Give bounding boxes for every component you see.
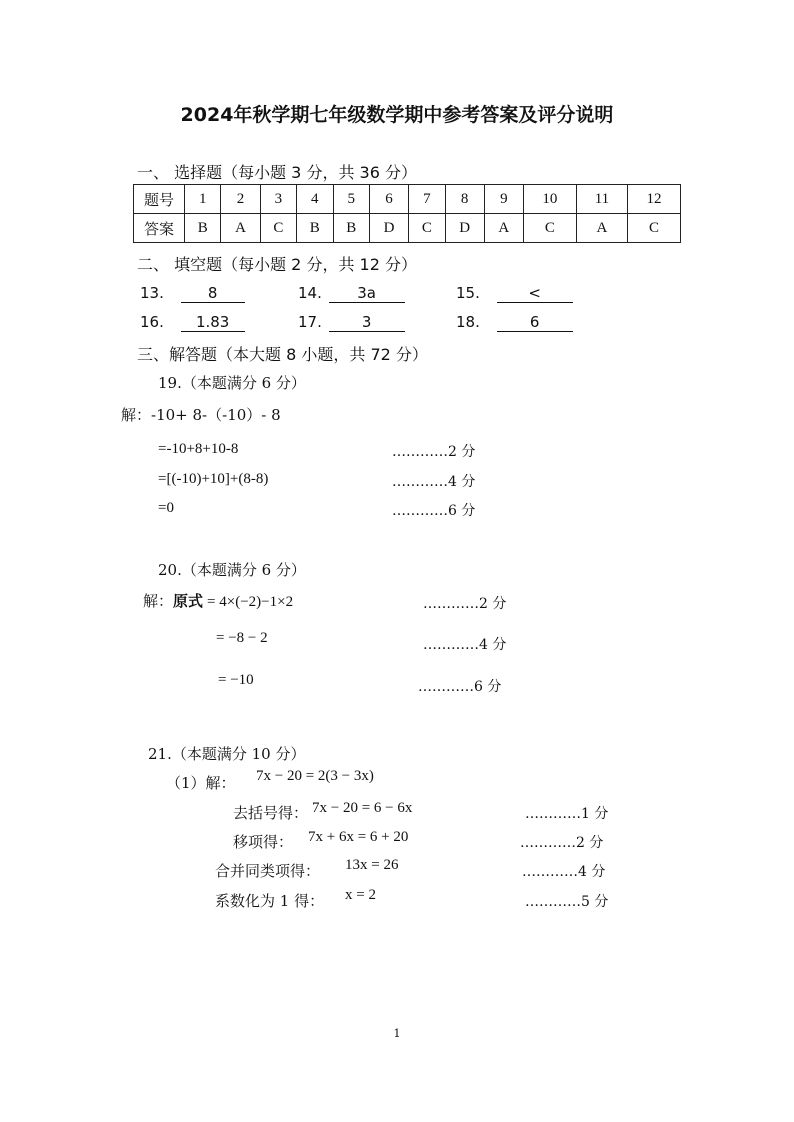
step-label: 系数化为 1 得：: [215, 892, 325, 910]
fill-item-15: [456, 284, 573, 303]
step-score: …………6 分: [418, 679, 502, 695]
step-label: 合并同类项得：: [215, 862, 321, 880]
step-score: …………2 分: [423, 596, 507, 612]
choice-answer-table: [133, 184, 681, 243]
fill-answer: 8: [181, 284, 245, 303]
fill-item-14: [298, 284, 405, 303]
question-20-header: 20.（本题满分 6 分）: [158, 561, 306, 579]
step-text: =-10+8+10-8: [158, 441, 239, 457]
step-score: …………5 分: [525, 894, 609, 910]
step-text: = −8 − 2: [216, 630, 268, 646]
step-score: …………2 分: [520, 835, 604, 851]
table-cell: 2: [221, 185, 260, 214]
section-heading-solve: 三、解答题（本大题 8 小题，共 72 分）: [137, 345, 428, 364]
step-score: …………4 分: [392, 474, 476, 490]
fill-item-17: [298, 313, 405, 332]
table-cell: 10: [523, 185, 576, 214]
step-label: 移项得：: [233, 833, 294, 851]
section-heading-choice: 一、 选择题（每小题 3 分，共 36 分）: [137, 163, 417, 182]
table-row-numbers: [134, 185, 681, 214]
step-score: …………6 分: [392, 503, 476, 519]
expression: -10+ 8-（-10）- 8: [151, 406, 281, 424]
table-cell: A: [484, 214, 523, 243]
table-cell: D: [445, 214, 484, 243]
table-cell: 8: [445, 185, 484, 214]
fill-item-13: [140, 284, 245, 303]
table-cell: 1: [185, 185, 221, 214]
step-score: …………1 分: [525, 806, 609, 822]
expression: = 4×(−2)−1×2: [207, 594, 294, 610]
table-cell: A: [221, 214, 260, 243]
step-score: …………4 分: [522, 864, 606, 880]
table-cell: 9: [484, 185, 523, 214]
table-cell: 7: [409, 185, 445, 214]
table-cell: B: [297, 214, 333, 243]
table-cell: 6: [369, 185, 408, 214]
step-math: x = 2: [345, 887, 376, 903]
equation: 7x − 20 = 2(3 − 3x): [256, 768, 374, 784]
page-title: 2024年秋学期七年级数学期中参考答案及评分说明: [180, 104, 614, 126]
part-1-prefix: （1）解：: [166, 774, 236, 792]
section-heading-fill: 二、 填空题（每小题 2 分，共 12 分）: [137, 255, 417, 274]
table-cell: 3: [260, 185, 296, 214]
item-number: 15.: [456, 284, 480, 302]
step-text: =0: [158, 500, 174, 516]
table-cell: 5: [333, 185, 369, 214]
table-cell: B: [333, 214, 369, 243]
table-cell: B: [185, 214, 221, 243]
fill-answer: 1.83: [181, 313, 245, 332]
table-header-cell: 题号: [134, 185, 185, 214]
step-text: =[(-10)+10]+(8-8): [158, 471, 269, 487]
table-cell: C: [523, 214, 576, 243]
item-number: 17.: [298, 313, 322, 331]
step-math: 7x + 6x = 6 + 20: [308, 829, 409, 845]
table-cell: 4: [297, 185, 333, 214]
item-number: 16.: [140, 313, 164, 331]
question-21-header: 21.（本题满分 10 分）: [148, 745, 306, 763]
question-20-solve-line: [143, 590, 293, 611]
item-number: 14.: [298, 284, 322, 302]
fill-answer: 3: [329, 313, 405, 332]
question-19-solve-line: [121, 404, 281, 425]
page-number: 1: [393, 1027, 401, 1040]
fill-answer: 6: [497, 313, 573, 332]
solve-prefix: 解：: [121, 406, 152, 424]
fill-item-16: [140, 313, 245, 332]
table-cell: D: [369, 214, 408, 243]
table-cell: A: [576, 214, 627, 243]
table-cell: C: [409, 214, 445, 243]
table-cell: 12: [628, 185, 681, 214]
table-cell: C: [628, 214, 681, 243]
original-label: 原式: [173, 592, 204, 610]
step-text: = −10: [218, 672, 254, 688]
fill-answer: <: [497, 284, 573, 303]
table-row-answers: [134, 214, 681, 243]
item-number: 13.: [140, 284, 164, 302]
step-score: …………2 分: [392, 444, 476, 460]
step-math: 13x = 26: [345, 857, 399, 873]
table-cell: 11: [576, 185, 627, 214]
step-math: 7x − 20 = 6 − 6x: [312, 800, 413, 816]
fill-item-18: [456, 313, 573, 332]
item-number: 18.: [456, 313, 480, 331]
step-score: …………4 分: [423, 637, 507, 653]
table-header-cell: 答案: [134, 214, 185, 243]
table-cell: C: [260, 214, 296, 243]
fill-answer: 3a: [329, 284, 405, 303]
step-label: 去括号得：: [233, 804, 309, 822]
question-19-header: 19.（本题满分 6 分）: [158, 374, 306, 392]
solve-prefix: 解：: [143, 592, 174, 610]
